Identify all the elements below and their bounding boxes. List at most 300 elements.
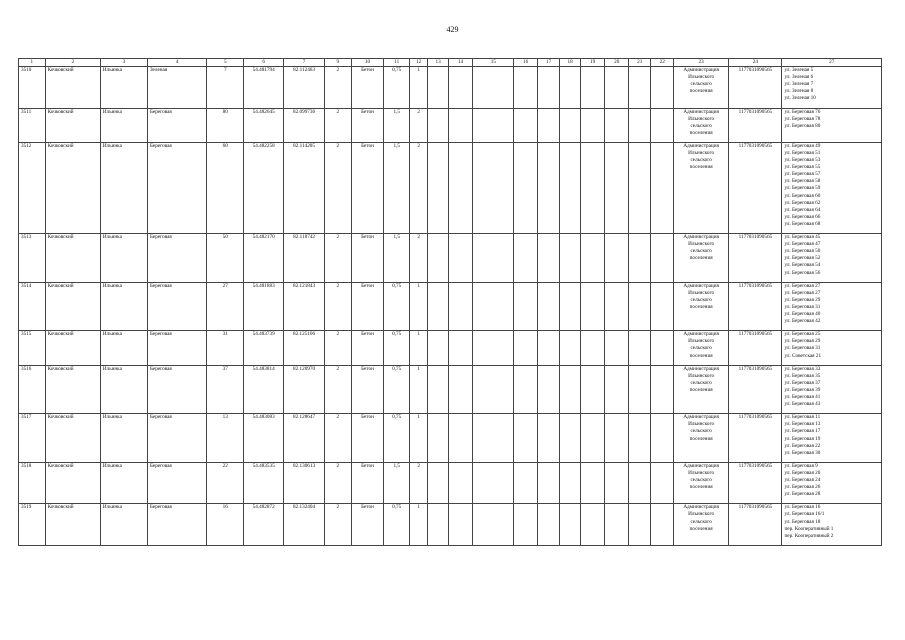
latitude-cell: 54.483814 [244,365,284,414]
addresses-cell-line: ул. Береговая 51 [784,149,821,156]
owner-cell [674,282,729,331]
owner-cell-line: поселения [689,386,713,393]
empty-cell [448,462,473,504]
empty-cell [448,331,473,365]
district-cell: Кочковский [45,142,100,233]
house-number-cell: 60 [207,142,244,233]
empty-cell [448,504,473,546]
count-cell: 2 [325,282,352,331]
column-header: 15 [473,59,514,67]
ogrn-cell: 1177031090565 [729,108,782,142]
addresses-cell-line: ул. Зеленая 10 [784,95,816,102]
column-header: 20 [605,59,629,67]
owner-cell-line: Администрация [683,331,719,338]
village-cell: Ильинка [100,234,147,283]
street-cell: Береговая [147,282,206,331]
empty-cell [514,414,538,463]
addresses-cell-line: ул. Береговая 17 [784,428,821,435]
latitude-cell: 54.482258 [244,142,284,233]
owner-cell [674,331,729,365]
addresses-cell-line: ул. Береговая 62 [784,199,821,206]
owner-cell-line: сельского [690,518,712,525]
owner-cell-line: сельского [690,477,712,484]
empty-cell [580,504,605,546]
latitude-cell: 54.483083 [244,414,284,463]
owner-cell [674,234,729,283]
surface-cell: Бетон [351,282,384,331]
longitude-cell: 82.114205 [284,142,325,233]
addresses-cell-line: ул. Береговая 29 [784,338,821,345]
owner-cell-line: сельского [690,81,712,88]
empty-cell [537,365,560,414]
owner-cell [674,414,729,463]
empty-cell [605,142,629,233]
owner-cell-line: сельского [690,428,712,435]
empty-cell [580,234,605,283]
empty-cell [560,142,580,233]
ogrn-cell: 1177031090565 [729,234,782,283]
record-number: 3519 [19,504,46,546]
column-header: 7 [284,59,325,67]
empty-cell [514,108,538,142]
containers-cell: 1 [409,331,427,365]
ogrn-cell: 1177031090565 [729,67,782,109]
empty-cell [628,462,651,504]
owner-cell [674,142,729,233]
village-cell: Ильинка [100,67,147,109]
ogrn-cell: 1177031090565 [729,331,782,365]
empty-cell [651,67,674,109]
count-cell: 2 [325,365,352,414]
owner-cell-line: сельского [690,248,712,255]
addresses-cell-line: ул. Береговая 27 [784,289,821,296]
column-header: 11 [384,59,410,67]
addresses-cell [782,142,882,233]
record-number: 3516 [19,365,46,414]
surface-cell: Бетон [351,462,384,504]
empty-cell [448,282,473,331]
empty-cell [428,282,448,331]
empty-cell [628,142,651,233]
latitude-cell: 54.481794 [244,67,284,109]
addresses-cell-line: ул. Береговая 18 [784,518,821,525]
column-number-row [19,59,882,67]
addresses-cell-line: ул. Береговая 30 [784,449,821,456]
addresses-cell-line: ул. Береговая 64 [784,206,821,213]
column-header: 23 [674,59,729,67]
addresses-cell-line: ул. Береговая 13 [784,421,821,428]
addresses-cell-line: ул. Береговая 31 [784,303,821,310]
empty-cell [448,234,473,283]
volume-cell: 1,5 [384,462,410,504]
empty-cell [448,365,473,414]
addresses-cell-line: ул. Береговая 45 [784,234,821,241]
addresses-cell-line: ул. Береговая 19 [784,435,821,442]
table-row [19,234,882,283]
empty-cell [473,108,514,142]
empty-cell [537,108,560,142]
owner-cell-line: Администрация [683,504,719,511]
record-number: 3517 [19,414,46,463]
empty-cell [428,462,448,504]
addresses-cell [782,504,882,546]
empty-cell [473,234,514,283]
district-cell: Кочковский [45,67,100,109]
table-row [19,331,882,365]
column-header: 12 [409,59,427,67]
empty-cell [560,67,580,109]
empty-cell [628,365,651,414]
empty-cell [605,234,629,283]
table-row [19,142,882,233]
owner-cell-line: Администрация [683,108,719,115]
addresses-cell-line: ул. Береговая 26 [784,484,821,491]
empty-cell [580,142,605,233]
column-header: 4 [147,59,206,67]
addresses-cell-line: ул. Зеленая 7 [784,81,814,88]
owner-cell-line: сельского [690,379,712,386]
owner-cell-line: Ильинского [688,289,715,296]
house-number-cell: 7 [207,67,244,109]
addresses-cell-line: ул. Береговая 43 [784,401,821,408]
empty-cell [428,108,448,142]
empty-cell [560,462,580,504]
empty-cell [605,331,629,365]
ogrn-cell: 1177031090565 [729,414,782,463]
empty-cell [537,462,560,504]
addresses-cell-line: ул. Зеленая 8 [784,88,814,95]
addresses-cell-line: ул. Береговая 28 [784,491,821,498]
empty-cell [580,365,605,414]
addresses-cell-line: пер. Кооперативный 2 [784,532,834,539]
owner-cell-line: Ильинского [688,469,715,476]
empty-cell [514,462,538,504]
empty-cell [448,142,473,233]
addresses-cell-line: ул. Зеленая 5 [784,67,814,73]
empty-cell [537,234,560,283]
empty-cell [428,234,448,283]
owner-cell [674,462,729,504]
empty-cell [514,234,538,283]
containers-cell: 2 [409,462,427,504]
column-header: 24 [729,59,782,67]
record-number: 3510 [19,67,46,109]
column-header: 16 [514,59,538,67]
owner-cell [674,365,729,414]
addresses-cell-line: ул. Береговая 53 [784,157,821,164]
addresses-cell-line: ул. Береговая 11 [784,414,821,421]
latitude-cell: 54.483739 [244,331,284,365]
column-header: 13 [428,59,448,67]
empty-cell [428,67,448,109]
longitude-cell: 82.132404 [284,504,325,546]
empty-cell [428,331,448,365]
surface-cell: Бетон [351,504,384,546]
empty-cell [605,282,629,331]
column-header: 18 [560,59,580,67]
containers-cell: 1 [409,365,427,414]
owner-cell-line: сельского [690,157,712,164]
street-cell: Береговая [147,414,206,463]
owner-cell-line: Ильинского [688,74,715,81]
empty-cell [605,67,629,109]
village-cell: Ильинка [100,108,147,142]
owner-cell-line: Администрация [683,414,719,421]
column-header: 1 [19,59,46,67]
house-number-cell: 27 [207,282,244,331]
owner-cell-line: Ильинского [688,511,715,518]
empty-cell [514,142,538,233]
column-header: 5 [207,59,244,67]
column-header: 22 [651,59,674,67]
empty-cell [560,504,580,546]
village-cell: Ильинка [100,365,147,414]
empty-cell [473,331,514,365]
empty-cell [580,331,605,365]
empty-cell [473,142,514,233]
village-cell: Ильинка [100,504,147,546]
owner-cell-line: сельского [690,345,712,352]
owner-cell-line: Администрация [683,234,719,241]
house-number-cell: 22 [207,462,244,504]
column-header: 2 [45,59,100,67]
empty-cell [628,282,651,331]
addresses-cell-line: ул. Береговая 22 [784,442,821,449]
owner-cell-line: поселения [689,352,713,359]
street-cell: Береговая [147,234,206,283]
latitude-cell: 54.482872 [244,504,284,546]
count-cell: 2 [325,234,352,283]
owner-cell-line: Администрация [683,365,719,372]
owner-cell-line: Администрация [683,67,719,73]
empty-cell [580,462,605,504]
column-header: 6 [244,59,284,67]
district-cell: Кочковский [45,504,100,546]
addresses-cell [782,282,882,331]
owner-cell-line: Ильинского [688,149,715,156]
table-row [19,414,882,463]
empty-cell [428,142,448,233]
latitude-cell: 54.481883 [244,282,284,331]
district-cell: Кочковский [45,414,100,463]
house-number-cell: 80 [207,108,244,142]
empty-cell [580,282,605,331]
containers-cell: 2 [409,142,427,233]
volume-cell: 0,75 [384,67,410,109]
street-cell: Береговая [147,504,206,546]
addresses-cell-line: ул. Береговая 24 [784,477,821,484]
house-number-cell: 16 [207,504,244,546]
empty-cell [628,504,651,546]
table-row [19,67,882,109]
surface-cell: Бетон [351,108,384,142]
owner-cell-line: поселения [689,435,713,442]
surface-cell: Бетон [351,365,384,414]
longitude-cell: 82.118742 [284,234,325,283]
empty-cell [537,67,560,109]
district-cell: Кочковский [45,365,100,414]
empty-cell [651,462,674,504]
record-number: 3514 [19,282,46,331]
addresses-cell-line: ул. Береговая 60 [784,192,821,199]
street-cell: Береговая [147,108,206,142]
empty-cell [560,282,580,331]
district-cell: Кочковский [45,462,100,504]
owner-cell-line: Администрация [683,462,719,469]
owner-cell-line: поселения [689,525,713,532]
empty-cell [514,504,538,546]
volume-cell: 1,5 [384,142,410,233]
owner-cell [674,108,729,142]
owner-cell-line: сельского [690,296,712,303]
addresses-cell-line: ул. Береговая 25 [784,331,821,338]
empty-cell [651,142,674,233]
addresses-cell-line: ул. Береговая 39 [784,386,821,393]
empty-cell [514,365,538,414]
district-cell: Кочковский [45,108,100,142]
street-cell: Береговая [147,462,206,504]
addresses-cell-line: ул. Береговая 27 [784,282,821,289]
house-number-cell: 31 [207,331,244,365]
house-number-cell: 50 [207,234,244,283]
village-cell: Ильинка [100,462,147,504]
empty-cell [448,414,473,463]
street-cell: Береговая [147,331,206,365]
volume-cell: 0,75 [384,331,410,365]
addresses-cell-line: ул. Береговая 78 [784,115,821,122]
containers-cell: 2 [409,108,427,142]
column-header: 10 [351,59,384,67]
owner-cell-line: поселения [689,255,713,262]
empty-cell [473,67,514,109]
addresses-cell-line: ул. Береговая 68 [784,220,821,227]
record-number: 3512 [19,142,46,233]
empty-cell [628,234,651,283]
addresses-cell-line: ул. Береговая 16 [784,504,821,511]
volume-cell: 0,75 [384,414,410,463]
addresses-cell-line: ул. Береговая 31 [784,345,821,352]
owner-cell-line: Администрация [683,142,719,149]
containers-cell: 2 [409,234,427,283]
addresses-cell [782,234,882,283]
table-row [19,462,882,504]
record-number: 3515 [19,331,46,365]
owner-cell-line: сельского [690,122,712,129]
count-cell: 2 [325,67,352,109]
district-cell: Кочковский [45,234,100,283]
count-cell: 2 [325,504,352,546]
empty-cell [537,414,560,463]
empty-cell [428,365,448,414]
empty-cell [651,414,674,463]
longitude-cell: 82.121843 [284,282,325,331]
volume-cell: 0,75 [384,282,410,331]
district-cell: Кочковский [45,331,100,365]
empty-cell [514,331,538,365]
owner-cell-line: поселения [689,484,713,491]
column-header: 9 [325,59,352,67]
surface-cell: Бетон [351,331,384,365]
addresses-cell-line: ул. Береговая 47 [784,241,821,248]
empty-cell [537,142,560,233]
longitude-cell: 82.125106 [284,331,325,365]
table-row [19,108,882,142]
volume-cell: 1,5 [384,108,410,142]
longitude-cell: 82.112463 [284,67,325,109]
table-row [19,504,882,546]
containers-cell: 1 [409,282,427,331]
addresses-cell-line: ул. Береговая 58 [784,178,821,185]
empty-cell [537,282,560,331]
empty-cell [605,108,629,142]
owner-cell-line: поселения [689,164,713,171]
count-cell: 2 [325,414,352,463]
addresses-cell-line: ул. Береговая 41 [784,394,821,401]
volume-cell: 0,75 [384,504,410,546]
empty-cell [428,504,448,546]
surface-cell: Бетон [351,234,384,283]
addresses-cell [782,414,882,463]
ogrn-cell: 1177031090565 [729,365,782,414]
addresses-cell-line: ул. Береговая 29 [784,296,821,303]
empty-cell [473,462,514,504]
addresses-cell [782,67,882,109]
street-cell: Береговая [147,365,206,414]
owner-cell [674,67,729,109]
empty-cell [560,234,580,283]
addresses-cell-line: ул. Береговая 49 [784,142,821,149]
empty-cell [628,108,651,142]
addresses-cell-line: ул. Береговая 52 [784,255,821,262]
addresses-cell [782,462,882,504]
addresses-cell-line: пер. Кооперативный 1 [784,525,834,532]
containers-cell: 1 [409,414,427,463]
empty-cell [605,365,629,414]
containers-cell: 1 [409,504,427,546]
empty-cell [651,234,674,283]
empty-cell [473,414,514,463]
addresses-cell-line: ул. Береговая 54 [784,262,821,269]
addresses-cell [782,365,882,414]
owner-cell-line: Ильинского [688,338,715,345]
column-header: 21 [628,59,651,67]
volume-cell: 0,75 [384,365,410,414]
addresses-cell-line: ул. Зеленая 6 [784,74,814,81]
empty-cell [473,365,514,414]
empty-cell [580,67,605,109]
addresses-cell-line: ул. Береговая 57 [784,171,821,178]
longitude-cell: 82.099736 [284,108,325,142]
addresses-cell-line: ул. Береговая 42 [784,318,821,325]
owner-cell-line: Ильинского [688,372,715,379]
containers-cell: 1 [409,67,427,109]
ogrn-cell: 1177031090565 [729,462,782,504]
empty-cell [628,414,651,463]
column-header: 17 [537,59,560,67]
latitude-cell: 54.482645 [244,108,284,142]
addresses-cell-line: ул. Береговая 16/1 [784,511,825,518]
page-number: 429 [446,25,459,34]
empty-cell [605,414,629,463]
ogrn-cell: 1177031090565 [729,142,782,233]
column-header: 3 [100,59,147,67]
addresses-cell-line: ул. Береговая 76 [784,108,821,115]
registry-table [18,58,882,546]
ogrn-cell: 1177031090565 [729,282,782,331]
owner-cell [674,504,729,546]
village-cell: Ильинка [100,414,147,463]
village-cell: Ильинка [100,331,147,365]
